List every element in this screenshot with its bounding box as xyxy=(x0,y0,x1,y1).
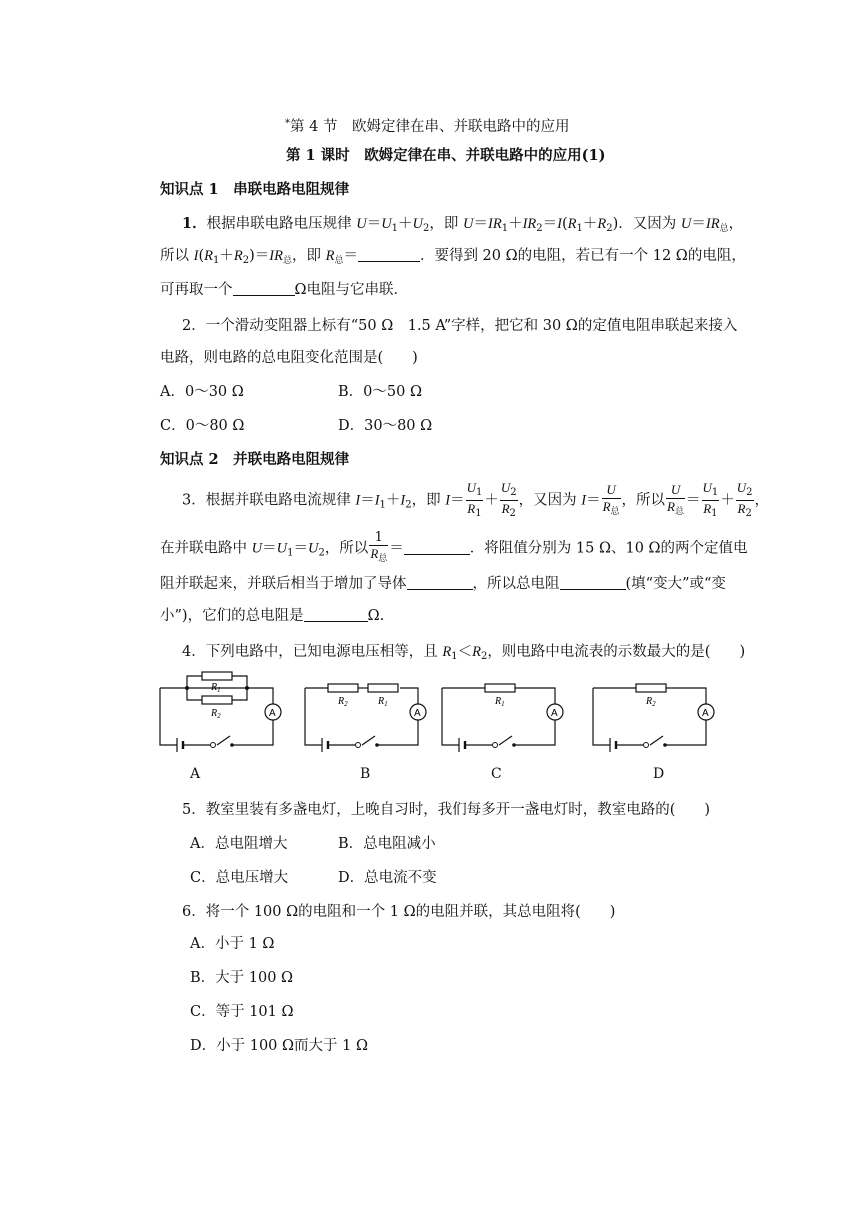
circuit-d-label: D xyxy=(653,766,665,782)
circuit-c-label: C xyxy=(491,766,502,782)
fraction-1-rtotal: $\frac{1}{R_总}$ xyxy=(370,530,388,564)
fraction-u-rtotal: $\frac{U}{R_总}$ xyxy=(602,481,620,517)
question-1-line-2: 所以 $I(R_1+R_2)=IR_总$，即 $R_总=$ ．要得到 20 Ω的电阻，若已有一个 12 Ω的电阻， xyxy=(160,248,746,266)
answer-blank[interactable] xyxy=(560,575,626,590)
fraction-u2-r2: $\frac{U_2}{R_2}$ xyxy=(500,480,517,519)
section-title: *第 4 节 欧姆定律在串、并联电路中的应用 xyxy=(285,118,570,135)
svg-text:R2: $R_2$ xyxy=(646,696,656,708)
svg-text:R2: $R_2$ xyxy=(211,708,221,720)
svg-text:R1: $R_1$ xyxy=(378,696,388,708)
answer-blank[interactable] xyxy=(233,281,295,296)
answer-blank[interactable] xyxy=(358,247,420,262)
lesson-title: 第 1 课时 欧姆定律在串、并联电路中的应用(1) xyxy=(286,147,606,164)
question-2-option-d[interactable]: D．30～80 Ω xyxy=(338,418,433,434)
question-3-line-2: 在并联电路中 $U=U_1=U_2$，所以 $\frac{1}{R_总}$ ＝ ．将阻值分别为 15 Ω、10 Ω的两个定值电 xyxy=(160,530,748,567)
fraction-u-rtotal-2: $\frac{U}{R_总}$ xyxy=(667,481,684,517)
circuit-a-label: A xyxy=(190,766,201,782)
question-2-line-2: 电路，则电路的总电阻变化范围是( ) xyxy=(160,350,418,366)
svg-text:R1: $R_1$ xyxy=(495,696,505,708)
ammeter-label: A xyxy=(702,708,709,719)
fraction-u1-r1-2: $\frac{U_1}{R_1}$ xyxy=(702,480,719,519)
question-5-option-d[interactable]: D．总电流不变 xyxy=(338,870,437,886)
question-5-option-b[interactable]: B．总电阻减小 xyxy=(338,836,436,852)
svg-text:R2: $R_2$ xyxy=(338,696,348,708)
knowledge-point-1: 知识点 1 串联电路电阻规律 xyxy=(160,181,350,198)
question-6-option-c[interactable]: C．等于 101 Ω xyxy=(190,1004,294,1020)
question-2-option-c[interactable]: C．0～80 Ω xyxy=(160,418,245,434)
ammeter-label: A xyxy=(414,708,421,719)
question-6-line-1: 6．将一个 100 Ω的电阻和一个 1 Ω的电阻并联，其总电阻将( ) xyxy=(182,904,616,920)
circuit-diagram-b[interactable] xyxy=(300,678,435,758)
question-5-line-1: 5．教室里装有多盏电灯，上晚自习时，我们每多开一盏电灯时，教室电路的( ) xyxy=(182,802,711,818)
circuit-b-label: B xyxy=(360,766,371,782)
question-3-line-4: 小”)，它们的总电阻是 Ω. xyxy=(160,608,385,624)
ammeter-label: A xyxy=(551,708,558,719)
answer-blank[interactable] xyxy=(407,575,473,590)
knowledge-point-2: 知识点 2 并联电路电阻规律 xyxy=(160,451,350,468)
question-2-line-1: 2．一个滑动变阻器上标有“50 Ω 1.5 A”字样，把它和 30 Ω的定值电阻串联起来接入 xyxy=(182,318,738,334)
fraction-u1-r1: $\frac{U_1}{R_1}$ xyxy=(466,480,483,519)
question-1-line-1: 1．根据串联电路电压规律 $U=U_1+U_2$，即 $U=IR_1+IR_2=I(R_1+R_2)$．又因为 $U=IR_总$， xyxy=(182,215,744,234)
question-3-line-3: 阻并联起来，并联后相当于增加了导体 ，所以总电阻 (填“变大”或“变 xyxy=(160,576,726,592)
question-5-option-c[interactable]: C．总电压增大 xyxy=(190,870,289,886)
answer-blank[interactable] xyxy=(404,540,470,555)
question-2-option-b[interactable]: B．0～50 Ω xyxy=(338,384,422,400)
question-4-line-1: 4．下列电路中，已知电源电压相等，且 $R_1<R_2$，则电路中电流表的示数最大的是( ) xyxy=(182,644,746,662)
circuit-diagram-a[interactable] xyxy=(155,668,290,758)
ammeter-label: A xyxy=(269,708,276,719)
question-3-line-1: 3．根据并联电路电流规律 $I=I_1+I_2$，即 I＝ $\frac{U_1}{R_1}$ ＋ $\frac{U_2}{R_2}$ ，又因为 I＝ $\frac{U}{R_总}$ ，所以 $\frac{U}{R_总}$ ＝ $\frac{U_1}{R_1}$ ＋ $\frac{U_2}{R_2}$ ， xyxy=(182,480,770,519)
question-6-option-d[interactable]: D．小于 100 Ω而大于 1 Ω xyxy=(190,1038,369,1054)
question-5-option-a[interactable]: A．总电阻增大 xyxy=(190,836,288,852)
circuit-diagram-d[interactable] xyxy=(588,678,723,758)
question-2-option-a[interactable]: A．0～30 Ω xyxy=(160,384,244,400)
question-6-option-b[interactable]: B．大于 100 Ω xyxy=(190,970,294,986)
svg-text:R1: $R_1$ xyxy=(211,682,221,694)
answer-blank[interactable] xyxy=(304,607,368,622)
fraction-u2-r2-2: $\frac{U_2}{R_2}$ xyxy=(736,480,753,519)
circuit-diagram-c[interactable] xyxy=(437,678,572,758)
question-6-option-a[interactable]: A．小于 1 Ω xyxy=(190,936,275,952)
question-1-line-3: 可再取一个 Ω电阻与它串联． xyxy=(160,282,409,298)
